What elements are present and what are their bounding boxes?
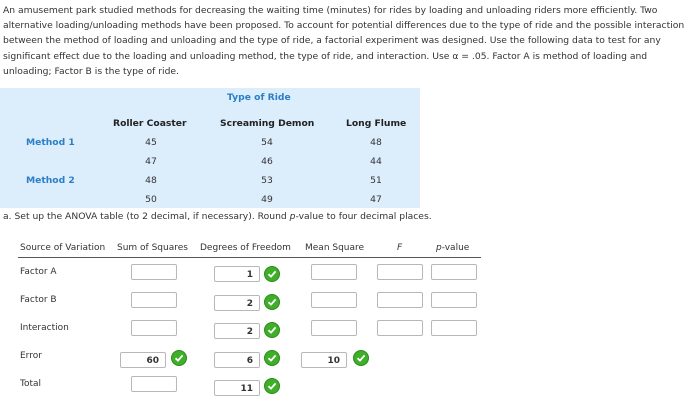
header-source: Source of Variation (20, 243, 106, 253)
error-df-input[interactable]: 6 (214, 352, 260, 368)
row-label-method-2: Method 2 (26, 175, 75, 186)
check-icon (264, 378, 280, 394)
total-ss-input[interactable] (131, 376, 177, 392)
ride-data-table (0, 88, 420, 208)
factor-a-p-input[interactable] (431, 264, 477, 280)
row-label-error: Error (20, 351, 42, 361)
question-suffix: -value to four decimal places. (295, 211, 432, 222)
row-label-method-1: Method 1 (26, 137, 75, 148)
header-f (397, 243, 402, 253)
check-icon (264, 266, 280, 282)
col-header-screaming-demon: Screaming Demon (220, 118, 315, 129)
header-df: Degrees of Freedom (200, 243, 291, 253)
interaction-df-input[interactable]: 2 (214, 323, 260, 339)
factor-a-df-input[interactable]: 1 (214, 266, 260, 282)
table-cell: 48 (145, 175, 157, 186)
table-cell: 50 (145, 194, 157, 205)
check-icon (353, 350, 369, 366)
row-label-factor-b: Factor B (20, 295, 57, 305)
table-cell: 51 (370, 175, 382, 186)
interaction-ss-input[interactable] (131, 320, 177, 336)
header-p-rest: -value (441, 243, 470, 253)
row-label-total: Total (20, 379, 42, 389)
table-cell: 49 (261, 194, 273, 205)
header-divider (18, 257, 481, 258)
header-p-var: p (436, 243, 442, 253)
factor-b-f-input[interactable] (377, 292, 423, 308)
interaction-ms-input[interactable] (311, 320, 357, 336)
factor-a-ss-input[interactable] (131, 264, 177, 280)
factor-a-f-input[interactable] (377, 264, 423, 280)
table-cell: 53 (261, 175, 273, 186)
error-ms-input[interactable]: 10 (301, 352, 347, 368)
question-prefix: a. Set up the ANOVA table (to 2 decimal, if necessary). Round (3, 211, 290, 222)
total-df-input[interactable]: 11 (214, 380, 260, 396)
header-ms: Mean Square (305, 243, 365, 253)
table-cell: 54 (261, 137, 273, 148)
table-cell: 47 (370, 194, 382, 205)
interaction-f-input[interactable] (377, 320, 423, 336)
question-a (3, 211, 432, 222)
col-header-long-flume: Long Flume (346, 118, 407, 129)
factor-b-ss-input[interactable] (131, 292, 177, 308)
table-cell: 47 (145, 156, 157, 167)
table-cell: 45 (145, 137, 157, 148)
factor-a-ms-input[interactable] (311, 264, 357, 280)
header-ss: Sum of Squares (117, 243, 188, 253)
row-label-factor-a: Factor A (20, 267, 57, 277)
header-p (436, 243, 469, 253)
check-icon (264, 350, 280, 366)
factor-b-p-input[interactable] (431, 292, 477, 308)
check-icon (264, 294, 280, 310)
header-f-text: F (397, 243, 403, 253)
table-title: Type of Ride (227, 92, 291, 103)
problem-statement: An amusement park studied methods for decreasing the waiting time (minutes) for rides by loading and unloading riders more efficiently. Two alternative loading/unloading methods have been proposed. To account for potential differences due to the type of ride and the possible interaction between the method of loading and unloading and the type of ride, a factorial experiment was designed. Use the following data to test for any significant effect due to the loading and unloading method, the type of ride, and interaction. Use α = .05. Factor A is method of loading and unloading; Factor B is the type of ride. (3, 5, 685, 77)
col-header-roller-coaster: Roller Coaster (113, 118, 187, 129)
table-cell: 44 (370, 156, 382, 167)
factor-b-ms-input[interactable] (311, 292, 357, 308)
table-cell: 48 (370, 137, 382, 148)
check-icon (171, 350, 187, 366)
row-label-interaction: Interaction (20, 323, 69, 333)
table-cell: 46 (261, 156, 273, 167)
question-p-var: p (289, 211, 296, 222)
factor-b-df-input[interactable]: 2 (214, 295, 260, 311)
error-ss-input[interactable]: 60 (120, 352, 166, 368)
check-icon (264, 322, 280, 338)
interaction-p-input[interactable] (431, 320, 477, 336)
